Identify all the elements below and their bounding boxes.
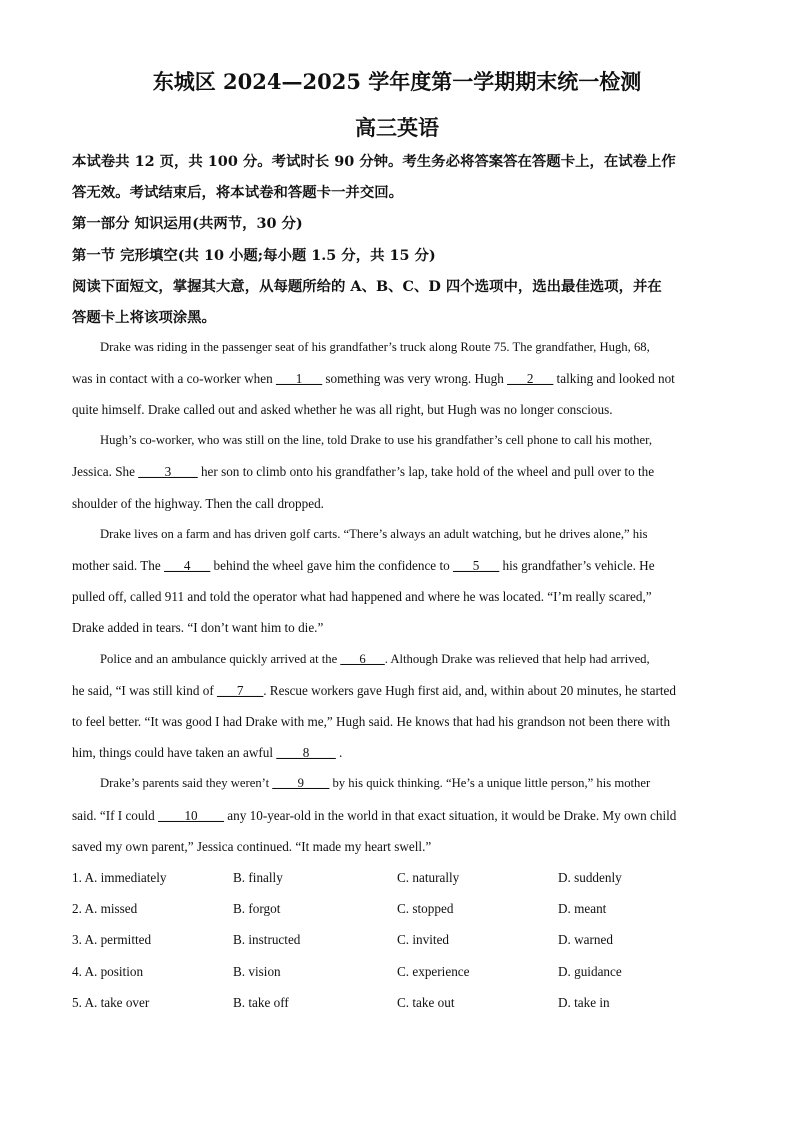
- part-heading: 第一部分 知识运用(共两节，30 分): [72, 215, 303, 232]
- blank-6: ___6___: [340, 652, 385, 666]
- passage-text: his grandfather’s vehicle. He: [499, 558, 655, 573]
- blank-3: ____3____: [138, 464, 198, 479]
- blank-8: ____8____: [276, 745, 336, 760]
- passage-line: [72, 808, 724, 824]
- passage-text: behind the wheel gave him the confidence to: [210, 558, 454, 573]
- passage-text: mother said. The: [72, 558, 165, 573]
- passage-text: him, things could have taken an awful: [72, 745, 277, 760]
- directions-line-2: 答题卡上将该项涂黑。: [72, 309, 216, 326]
- passage-line: pulled off, called 911 and told the operator what had happened and where he was located. “I’m really scared,”: [72, 589, 652, 604]
- passage-line: Drake lives on a farm and has driven golf carts. “There’s always an adult watching, but he drives alone,” his: [100, 527, 648, 541]
- option-3-c: C. invited: [397, 932, 450, 947]
- page-subtitle: 高三英语: [355, 115, 439, 140]
- option-5-c: C. take out: [397, 995, 455, 1010]
- section-heading: 第一节 完形填空(共 10 小题;每小题 1.5 分，共 15 分): [72, 247, 436, 264]
- instruction-line-1: 本试卷共 12 页，共 100 分。考试时长 90 分钟。考生务必将答案答在答题卡上，在试卷上作: [72, 153, 676, 170]
- passage-text: he said, “I was still kind of: [72, 683, 218, 698]
- directions-line-1: 阅读下面短文，掌握其大意，从每题所给的 A、B、C、D 四个选项中，选出最佳选项，并在: [72, 278, 662, 295]
- option-2-b: B. forgot: [233, 901, 281, 916]
- option-4-c: C. experience: [397, 964, 470, 979]
- passage-text: her son to climb onto his grandfather’s lap, take hold of the wheel and pull over to the: [197, 464, 655, 479]
- option-1-c: C. naturally: [397, 870, 460, 885]
- blank-7: ___7___: [217, 683, 264, 698]
- passage-line: [100, 776, 752, 791]
- option-2-d: D. meant: [558, 901, 607, 916]
- passage-text: said. “If I could: [72, 808, 159, 823]
- option-1-a: 1. A. immediately: [72, 870, 167, 885]
- option-4-d: D. guidance: [558, 964, 622, 979]
- passage-line: [72, 371, 724, 387]
- passage-text: any 10-year-old in the world in that exact situation, it would be Drake. My own child: [224, 808, 677, 823]
- passage-text: something was very wrong. Hugh: [322, 371, 508, 386]
- option-5-a: 5. A. take over: [72, 995, 150, 1010]
- option-5-b: B. take off: [233, 995, 289, 1010]
- blank-2: ___2___: [507, 371, 554, 386]
- passage-line: shoulder of the highway. Then the call dropped.: [72, 496, 324, 511]
- option-2-a: 2. A. missed: [72, 901, 138, 916]
- option-4-b: B. vision: [233, 964, 281, 979]
- page-title: 东城区 2024—2025 学年度第一学期期末统一检测: [152, 69, 642, 94]
- passage-line: [72, 745, 724, 761]
- blank-5: ___5___: [453, 558, 500, 573]
- passage-text: . Rescue workers gave Hugh first aid, and, within about 20 minutes, he started: [263, 683, 676, 698]
- blank-4: ___4___: [164, 558, 211, 573]
- option-5-d: D. take in: [558, 995, 610, 1010]
- option-3-b: B. instructed: [233, 932, 301, 947]
- passage-text: talking and looked not: [553, 371, 675, 386]
- instruction-line-2: 答无效。考试结束后，将本试卷和答题卡一并交回。: [72, 184, 403, 201]
- passage-text: .: [335, 745, 343, 760]
- passage-line: [100, 652, 752, 667]
- passage-line: Drake was riding in the passenger seat of his grandfather’s truck along Route 75. The grandfather, Hugh, 68,: [100, 340, 650, 354]
- passage-text: . Although Drake was relieved that help had arrived,: [384, 652, 650, 666]
- option-3-d: D. warned: [558, 932, 613, 947]
- passage-line: quite himself. Drake called out and asked whether he was all right, but Hugh was no longer conscious.: [72, 402, 613, 417]
- passage-line: Hugh’s co-worker, who was still on the line, told Drake to use his grandfather’s cell phone to call his mother,: [100, 433, 652, 447]
- passage-line: [72, 464, 724, 480]
- option-3-a: 3. A. permitted: [72, 932, 152, 947]
- option-1-b: B. finally: [233, 870, 283, 885]
- passage-line: Drake added in tears. “I don’t want him to die.”: [72, 620, 324, 635]
- option-2-c: C. stopped: [397, 901, 454, 916]
- passage-text: Police and an ambulance quickly arrived at the: [100, 652, 341, 666]
- blank-1: ___1___: [275, 371, 323, 386]
- blank-10: ____10____: [158, 808, 224, 823]
- passage-line: saved my own parent,” Jessica continued. “It made my heart swell.”: [72, 839, 432, 854]
- blank-9: ____9____: [272, 776, 330, 790]
- passage-text: by his quick thinking. “He’s a unique little person,” his mother: [329, 776, 651, 790]
- passage-text: Jessica. She: [72, 464, 139, 479]
- option-1-d: D. suddenly: [558, 870, 622, 885]
- passage-line: [72, 683, 724, 699]
- option-4-a: 4. A. position: [72, 964, 144, 979]
- passage-text: was in contact with a co-worker when: [72, 371, 276, 386]
- passage-text: Drake’s parents said they weren’t: [100, 776, 273, 790]
- passage-line: [72, 558, 724, 574]
- passage-line: to feel better. “It was good I had Drake with me,” Hugh said. He knows that had his grandson not been there with: [72, 714, 671, 729]
